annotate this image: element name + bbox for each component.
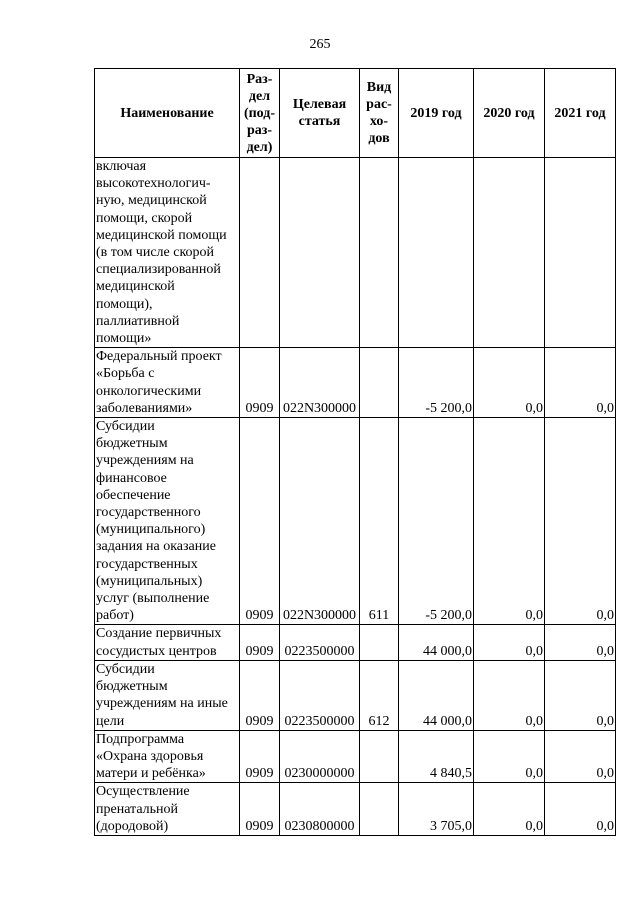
row-2021: 0,0: [545, 730, 616, 783]
header-section: Раз- дел (под- раз- дел): [240, 69, 280, 158]
row-2021: 0,0: [545, 418, 616, 625]
table-row: [95, 158, 616, 348]
header-2020: 2020 год: [474, 69, 545, 158]
row-2020: 0,0: [474, 660, 545, 730]
table-row: [95, 625, 616, 660]
row-target: 0223500000: [280, 625, 360, 660]
row-2020: 0,0: [474, 348, 545, 418]
header-name: Наименование: [95, 69, 240, 158]
row-section: 0909: [240, 660, 280, 730]
row-name: Подпрограмма «Охрана здоровья матери и ребёнка»: [95, 730, 240, 783]
table-header: [95, 69, 616, 158]
row-2019: [399, 158, 474, 348]
table-row: [95, 730, 616, 783]
row-2019: 4 840,5: [399, 730, 474, 783]
header-row: [95, 69, 616, 158]
row-2019: -5 200,0: [399, 348, 474, 418]
row-name: Субсидии бюджетным учреждениям на иные цели: [95, 660, 240, 730]
row-expense-type: [360, 730, 399, 783]
row-section: 0909: [240, 348, 280, 418]
row-name: Создание первичных сосудистых центров: [95, 625, 240, 660]
header-2021: 2021 год: [545, 69, 616, 158]
table-row: [95, 783, 616, 836]
page-number: 265: [309, 37, 331, 52]
row-2019: 3 705,0: [399, 783, 474, 836]
row-expense-type: [360, 625, 399, 660]
row-2021: 0,0: [545, 660, 616, 730]
table-body: [95, 158, 616, 836]
row-section: 0909: [240, 418, 280, 625]
row-2021: 0,0: [545, 783, 616, 836]
row-2020: 0,0: [474, 418, 545, 625]
row-expense-type: [360, 158, 399, 348]
header-target: Целевая статья: [280, 69, 360, 158]
row-target: 022N300000: [280, 348, 360, 418]
row-2020: 0,0: [474, 783, 545, 836]
row-target: 0230800000: [280, 783, 360, 836]
row-2021: 0,0: [545, 625, 616, 660]
table-row: [95, 660, 616, 730]
row-expense-type: [360, 783, 399, 836]
row-target: 0223500000: [280, 660, 360, 730]
row-2020: [474, 158, 545, 348]
row-expense-type: [360, 348, 399, 418]
row-section: 0909: [240, 625, 280, 660]
row-2021: [545, 158, 616, 348]
row-name: включая высокотехнологич- ную, медицинской помощи, скорой медицинской помощи (в том числе скорой специализированной медицинской помощи), паллиативной помощи»: [95, 158, 240, 348]
row-expense-type: 611: [360, 418, 399, 625]
row-target: 022N300000: [280, 418, 360, 625]
row-name: Субсидии бюджетным учреждениям на финансовое обеспечение государственного (муниципального) задания на оказание государственных (муниципальных) услуг (выполнение работ): [95, 418, 240, 625]
row-name: Федеральный проект «Борьба с онкологическими заболеваниями»: [95, 348, 240, 418]
row-2019: 44 000,0: [399, 660, 474, 730]
row-target: [280, 158, 360, 348]
table-row: [95, 348, 616, 418]
table-row: [95, 418, 616, 625]
row-2020: 0,0: [474, 730, 545, 783]
row-2019: -5 200,0: [399, 418, 474, 625]
budget-table: [94, 68, 616, 836]
row-2021: 0,0: [545, 348, 616, 418]
row-section: [240, 158, 280, 348]
row-2019: 44 000,0: [399, 625, 474, 660]
row-section: 0909: [240, 730, 280, 783]
header-2019: 2019 год: [399, 69, 474, 158]
row-target: 0230000000: [280, 730, 360, 783]
row-section: 0909: [240, 783, 280, 836]
row-2020: 0,0: [474, 625, 545, 660]
header-expense-type: Вид рас- хо- дов: [360, 69, 399, 158]
row-name: Осуществление пренатальной (дородовой): [95, 783, 240, 836]
row-expense-type: 612: [360, 660, 399, 730]
